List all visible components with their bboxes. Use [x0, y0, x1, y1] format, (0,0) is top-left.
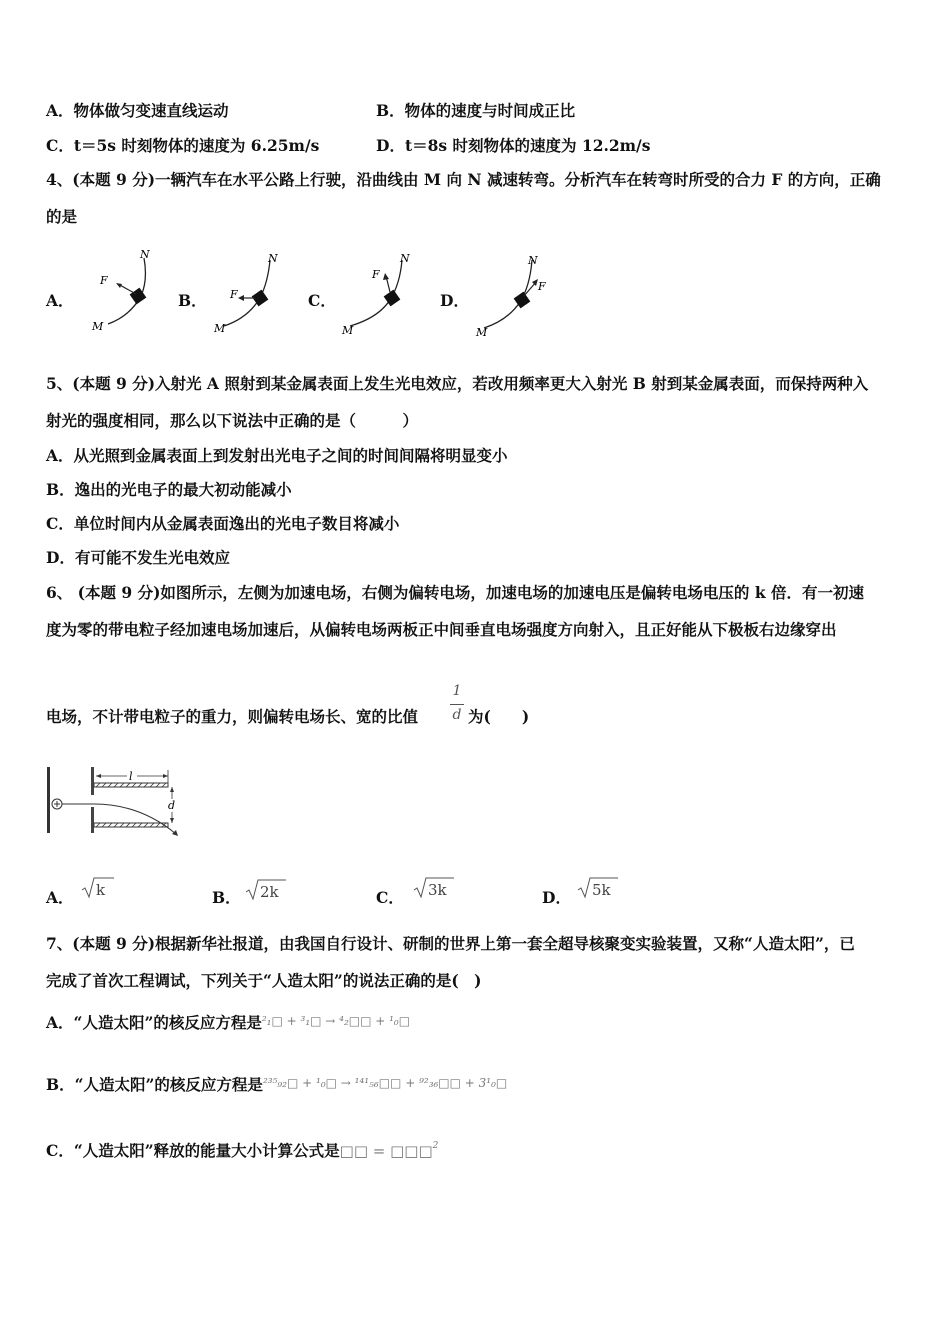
q4-fig-b-m: M [214, 322, 226, 335]
q4-fig-b-f: F [230, 288, 238, 301]
q4-fig-c-n: N [400, 252, 410, 265]
q7-option-a [46, 1011, 410, 1033]
q4-label-a: A． [46, 291, 74, 310]
q7-option-c [46, 1136, 438, 1161]
q7-stem-line2: 完成了首次工程调试，下列关于“人造太阳”的说法正确的是( ) [46, 971, 482, 990]
q5-stem-line2: 射光的强度相同，那么以下说法中正确的是（ ） [46, 411, 419, 430]
q3-option-b: B．物体的速度与时间成正比 [376, 101, 576, 120]
q7-option-b [46, 1073, 507, 1095]
q6-fig-label-d: d [168, 799, 176, 812]
q4-figure-a [86, 244, 158, 336]
q7-option-c-exponent: 2 [432, 1141, 439, 1151]
q4-fig-b-n: N [268, 252, 278, 265]
q6-fig-label-l: l [129, 770, 133, 783]
q7-option-c-text: C．“人造太阳”释放的能量大小计算公式是 [46, 1141, 340, 1160]
q6-stem-line2: 度为零的带电粒子经加速电场加速后，从偏转电场两板正中间垂直电场强度方向射入，且正好能从下极板右边缘穿出 [46, 620, 837, 639]
q4-fig-a-f: F [100, 274, 108, 287]
q6-label-d: D． [542, 888, 571, 907]
q6-option-a-radicand: k [96, 881, 106, 899]
q6-field-diagram [44, 762, 190, 838]
q4-label-d: D． [440, 291, 469, 310]
q6-label-c: C． [376, 888, 404, 907]
q4-figure-c [340, 246, 420, 338]
q6-option-d-radicand: 5k [592, 881, 611, 899]
q6-label-b: B． [212, 888, 241, 907]
q4-stem-line2: 的是 [46, 207, 78, 226]
q6-stem-line3-tail: 为( ) [468, 707, 530, 726]
q4-fig-c-f: F [372, 268, 380, 281]
q5-stem-line1: 5、(本题 9 分)入射光 A 照射到某金属表面上发生光电效应，若改用频率更大入射光 B 射到某金属表面，而保持两种入 [46, 374, 869, 393]
q7-option-a-equation: ²₁□ + ³₁□ → ⁴₂□□ + ¹₀□ [261, 1014, 411, 1028]
q6-stem-line3: 电场，不计带电粒子的重力，则偏转电场长、宽的比值 [46, 707, 419, 726]
q3-option-c: C．t＝5s 时刻物体的速度为 6.25m/s [46, 136, 320, 155]
q7-option-b-equation: ²³⁵₉₂□ + ¹₀□ → ¹⁴¹₅₆□□ + ⁹²₃₆□□ + 3¹₀□ [262, 1076, 508, 1090]
q4-fig-d-n: N [528, 254, 538, 267]
q6-option-a-sqrt [80, 875, 116, 901]
q3-option-d: D．t＝8s 时刻物体的速度为 12.2m/s [376, 136, 651, 155]
q6-frac-numerator: 1 [452, 683, 462, 699]
q7-option-a-text: A．“人造太阳”的核反应方程是 [46, 1013, 262, 1032]
q3-option-a: A．物体做匀变速直线运动 [46, 101, 229, 120]
q4-stem-line1: 4、(本题 9 分)一辆汽车在水平公路上行驶，沿曲线由 M 向 N 减速转弯。分析汽车在转弯时所受的合力 F 的方向，正确 [46, 170, 881, 189]
q6-frac-denominator: d [452, 707, 462, 723]
q6-stem-line1: 6、 (本题 9 分)如图所示，左侧为加速电场，右侧为偏转电场，加速电场的加速电压是偏转电场电压的 k 倍．有一初速 [46, 583, 864, 602]
q4-figure-d [474, 248, 554, 340]
q4-figure-b [208, 246, 288, 338]
q5-option-b: B．逸出的光电子的最大初动能减小 [46, 480, 292, 499]
q6-option-b-radicand: 2k [260, 883, 279, 901]
q6-option-c-sqrt [412, 875, 456, 901]
q7-stem-line1: 7、(本题 9 分)根据新华社报道，由我国自行设计、研制的世界上第一套全超导核聚变实验装置，又称“人造太阳”，已 [46, 934, 855, 953]
q4-fig-c-m: M [342, 324, 354, 337]
q4-fig-a-m: M [92, 320, 104, 333]
q7-option-b-text: B．“人造太阳”的核反应方程是 [46, 1075, 263, 1094]
q5-option-d: D．有可能不发生光电效应 [46, 548, 230, 567]
q4-fig-d-m: M [476, 326, 488, 339]
q5-option-c: C．单位时间内从金属表面逸出的光电子数目将减小 [46, 514, 400, 533]
q6-label-a: A． [46, 888, 74, 907]
q5-option-a: A．从光照到金属表面上到发射出光电子之间的时间间隔将明显变小 [46, 446, 508, 465]
q6-option-d-sqrt [576, 875, 620, 901]
q4-fig-a-n: N [140, 248, 150, 261]
q4-label-c: C． [308, 291, 336, 310]
q6-option-b-sqrt [244, 877, 288, 903]
q4-label-b: B． [178, 291, 207, 310]
q6-frac-bar [450, 704, 464, 705]
q6-option-c-radicand: 3k [428, 881, 447, 899]
q4-fig-d-f: F [538, 280, 546, 293]
q7-option-c-equation: □□ = □□□ [339, 1142, 433, 1160]
